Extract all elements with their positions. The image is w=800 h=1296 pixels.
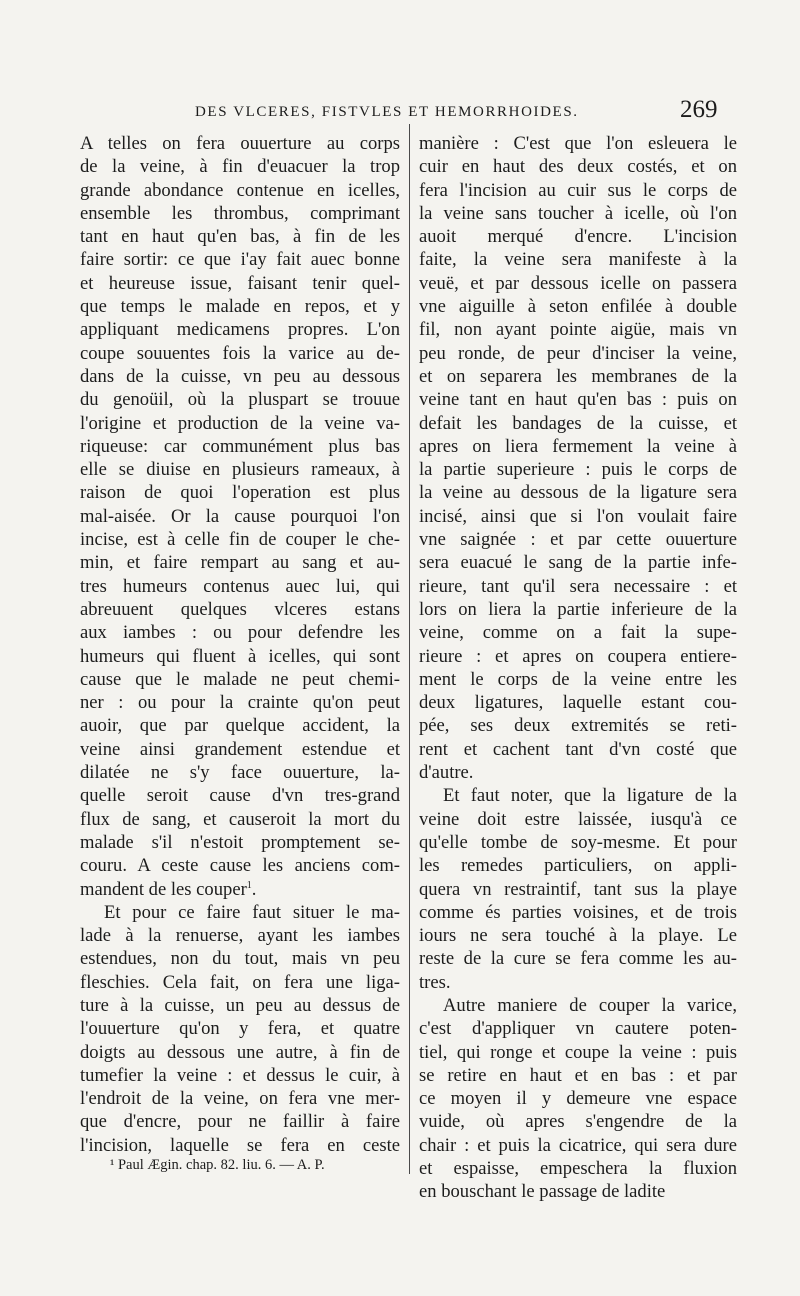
text-line: veine tant en haut qu'en bas : puis on: [419, 389, 737, 411]
text-line: et espaisse, empeschera la fluxion: [419, 1158, 737, 1180]
text-line: Autre maniere de couper la varice,: [443, 994, 737, 1016]
text-line: ensemble les thrombus, comprimant: [80, 202, 400, 224]
text-line: apres on liera fermement la veine à: [419, 435, 737, 457]
text-line: elle se diuise en plusieurs rameaux, à: [80, 459, 400, 481]
text-line: rent et cachent tant d'vn costé que: [419, 738, 737, 760]
text-line: la veine au dessous de la ligature sera: [419, 482, 737, 504]
text-line: malade s'il n'estoit promptement se-: [80, 831, 400, 853]
text-line: rieure : et apres on coupera entiere-: [419, 645, 737, 667]
text-line: sera euacué le sang de la partie infe-: [419, 552, 737, 574]
text-line: chair : et puis la cicatrice, qui sera dure: [419, 1134, 737, 1156]
text-line: iours ne sera touché à la playe. Le: [419, 925, 737, 947]
text-line: vne aiguille à seton enfilée à double: [419, 296, 737, 318]
text-line: abreuuent quelques vlceres estans: [80, 598, 400, 620]
text-line: mal-aisée. Or la cause pourquoi l'on: [80, 505, 400, 527]
text-line: peu ronde, de peur d'inciser la veine,: [419, 342, 737, 364]
text-line: comme és parties voisines, et de trois: [419, 901, 737, 923]
footnote-reference: 1: [246, 879, 252, 891]
text-line: estendues, non du tout, mais vn peu: [80, 948, 400, 970]
text-line: dilatée ne s'y face ouuerture, la-: [80, 762, 400, 784]
text-line: vuide, où apres s'engendre de la: [419, 1111, 737, 1133]
text-line: et heureuse issue, faisant tenir quel-: [80, 272, 400, 294]
text-line: fleschies. Cela fait, on fera une liga-: [80, 971, 400, 993]
text-line: l'incision, laquelle se fera en ceste: [80, 1134, 400, 1156]
text-line: l'origine et production de la veine va-: [80, 412, 400, 434]
text-line: coupe souuentes fois la varice au de-: [80, 342, 400, 364]
text-line: Et faut noter, que la ligature de la: [443, 785, 737, 807]
text-line: l'ouuerture qu'on y fera, et quatre: [80, 1018, 400, 1040]
text-line: et on separera les membranes de la: [419, 365, 737, 387]
text-line: lors on liera la partie inferieure de la: [419, 598, 737, 620]
text-line: reste de la cure se fera comme les au-: [419, 948, 737, 970]
column-divider: [409, 124, 410, 1174]
page-header: [0, 96, 800, 132]
text-line: veine, comme on a fait la supe-: [419, 622, 737, 644]
text-line: tiel, qui ronge et coupe la veine : puis: [419, 1041, 737, 1063]
text-line: humeurs qui fluent à icelles, qui sont: [80, 645, 400, 667]
text-line: aux iambes : ou pour defendre les: [80, 622, 400, 644]
text-line: quera vn restraintif, tant sus la playe: [419, 878, 737, 900]
text-line: auoir, que par quelque accident, la: [80, 715, 400, 737]
text-line: ce moyen il y demeure vne espace: [419, 1088, 737, 1110]
text-line: la partie superieure : puis le corps de: [419, 459, 737, 481]
text-line: faire sortir: ce que i'ay fait auec bonne: [80, 249, 400, 271]
text-line: qu'elle tombe de soy-mesme. Et pour: [419, 831, 737, 853]
text-line: lade à la renuerse, ayant les iambes: [80, 925, 400, 947]
text-line: quelle seroit cause d'vn tres-grand: [80, 785, 400, 807]
text-line: de la veine, à fin d'euacuer la trop: [80, 156, 400, 178]
footnote: ¹ Paul Ægin. chap. 82. liu. 6. — A. P.: [110, 1157, 325, 1173]
running-title: DES VLCERES, FISTVLES ET HEMORRHOIDES.: [195, 104, 579, 120]
text-line: c'est d'appliquer vn cautere poten-: [419, 1018, 737, 1040]
text-line: d'autre.: [419, 762, 474, 784]
text-line: min, et faire rempart au sang et au-: [80, 552, 400, 574]
text-line: ture à la cuisse, un peu au dessus de: [80, 994, 400, 1016]
text-line: defait les bandages de la cuisse, et: [419, 412, 737, 434]
page-number: 269: [680, 96, 718, 123]
text-line: flux de sang, et causeroit la mort du: [80, 808, 400, 830]
text-line: que d'encre, pour ne faillir à faire: [80, 1111, 400, 1133]
text-line: dans de la cuisse, vn peu au dessous: [80, 365, 400, 387]
text-line: tumefier la veine : et dessus le cuir, à: [80, 1064, 400, 1086]
text-line: incise, est à celle fin de couper le che-: [80, 529, 400, 551]
text-line: veuë, et par dessous icelle on passera: [419, 272, 737, 294]
text-line: fera l'incision au cuir sus le corps de: [419, 179, 737, 201]
text-line: auoit merqué d'encre. L'incision: [419, 226, 737, 248]
text-line: cuir en haut des deux costés, et on: [419, 156, 737, 178]
text-line: ment le corps de la veine entre les: [419, 668, 737, 690]
text-line: grande abondance contenue en icelles,: [80, 179, 400, 201]
text-line: riqueuse: car communément plus bas: [80, 435, 400, 457]
text-line: manière : C'est que l'on esleuera le: [419, 133, 737, 154]
text-line: vne saignée : et par cette ouuerture: [419, 529, 737, 551]
text-line: tres humeurs contenus auec lui, qui: [80, 575, 400, 597]
text-line: A telles on fera ouuerture au corps: [80, 133, 400, 154]
text-line: doigts au dessous une autre, à fin de: [80, 1041, 400, 1063]
text-line: incisé, ainsi que si l'on voulait faire: [419, 505, 737, 527]
text-line: faite, la veine sera manifeste à la: [419, 249, 737, 271]
text-line: veine ainsi grandement estendue et: [80, 738, 400, 760]
text-line: en bouschant le passage de ladite: [419, 1181, 666, 1203]
text-line: Et pour ce faire faut situer le ma-: [104, 901, 400, 923]
text-line: raison de quoi l'operation est plus: [80, 482, 400, 504]
right-text-column: [419, 132, 737, 1204]
text-line: deux ligatures, laquelle estant cou-: [419, 692, 737, 714]
text-line: couru. A ceste cause les anciens com-: [80, 855, 400, 877]
text-line: tres.: [419, 971, 451, 993]
text-line: cause que le malade ne peut chemi-: [80, 668, 400, 690]
text-line: la veine sans toucher à icelle, où l'on: [419, 202, 737, 224]
text-line: pée, ses deux extremités se reti-: [419, 715, 737, 737]
text-line: du genoüil, où la pluspart se trouue: [80, 389, 400, 411]
text-line: ner : ou pour la crainte qu'on peut: [80, 692, 400, 714]
text-line: que temps le malade en repos, et y: [80, 296, 400, 318]
left-text-column: [80, 132, 400, 1157]
text-line: l'endroit de la veine, on fera vne mer-: [80, 1088, 400, 1110]
text-line: les remedes particuliers, on appli-: [419, 855, 737, 877]
text-line: tant en haut qu'en bas, à fin de les: [80, 226, 400, 248]
text-line: veine doit estre laissée, iusqu'à ce: [419, 808, 737, 830]
text-line: rieure, tant qu'il sera necessaire : et: [419, 575, 737, 597]
text-line: mandent de les couper$^1$.: [80, 878, 257, 900]
text-line: se retire en haut et en bas : et par: [419, 1064, 737, 1086]
text-line: appliquant medicamens propres. L'on: [80, 319, 400, 341]
text-line: fil, non ayant pointe aigüe, mais vn: [419, 319, 737, 341]
